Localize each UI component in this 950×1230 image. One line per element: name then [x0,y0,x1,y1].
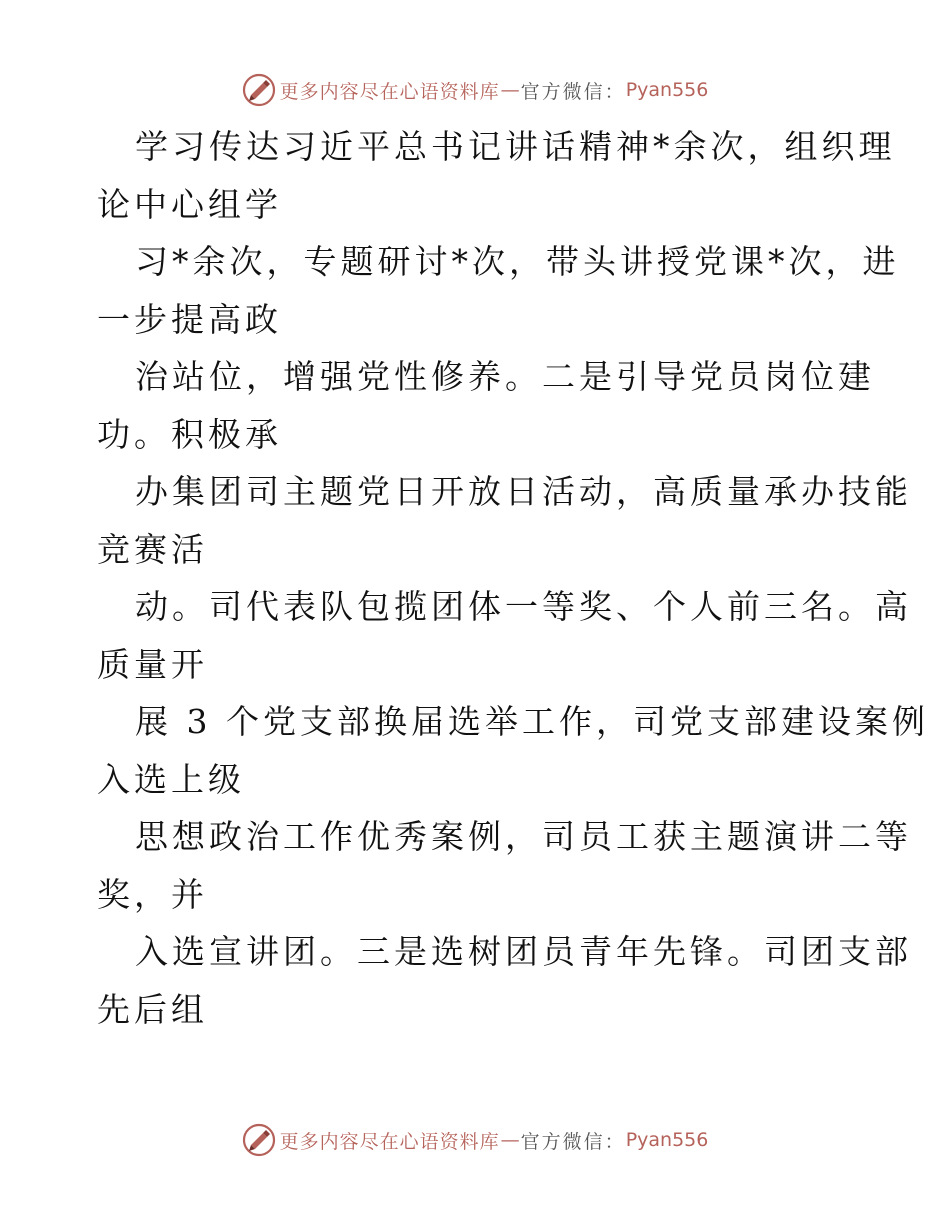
text-line: 思想政治工作优秀案例，司员工获主题演讲二等 [135,817,912,856]
wechat-label: 官方微信： [520,80,626,103]
banner-text: 更多内容尽在心语资料库 [279,1130,500,1153]
banner-dash: — [500,79,520,101]
footer-banner [0,1120,950,1160]
text-line: 奖，并 [97,874,208,914]
text-line: 动。司代表队包揽团体一等奖、个人前三名。高 [135,587,912,626]
text-line: 论中心组学 [97,184,282,224]
text-line: 功。积极承 [97,414,282,454]
text-line: 一步提高政 [97,299,282,339]
text-line: 入选宣讲团。三是选树团员青年先锋。司团支部 [135,932,912,971]
text-line: 治站位，增强党性修养。二是引导党员岗位建 [135,357,875,396]
wechat-id: Pyan556 [625,79,709,101]
header-banner [0,70,950,110]
text-line: 竞赛活 [97,529,208,569]
text-line: 展 3 个党支部换届选举工作，司党支部建设案例 [135,702,929,741]
wechat-label: 官方微信： [520,1130,626,1153]
text-line: 入选上级 [97,759,245,799]
text-line: 办集团司主题党日开放日活动，高质量承办技能 [135,472,912,511]
document-body [97,118,929,1038]
banner-text: 更多内容尽在心语资料库 [279,80,500,103]
wechat-id: Pyan556 [625,1129,709,1151]
text-line: 学习传达习近平总书记讲话精神*余次，组织理 [135,127,896,166]
pen-logo-icon [242,73,276,107]
text-line: 先后组 [97,989,208,1029]
pen-logo-icon [242,1123,276,1157]
text-line: 质量开 [97,644,208,684]
text-line: 习*余次，专题研讨*次，带头讲授党课*次，进 [135,242,900,281]
banner-dash: — [500,1129,520,1151]
